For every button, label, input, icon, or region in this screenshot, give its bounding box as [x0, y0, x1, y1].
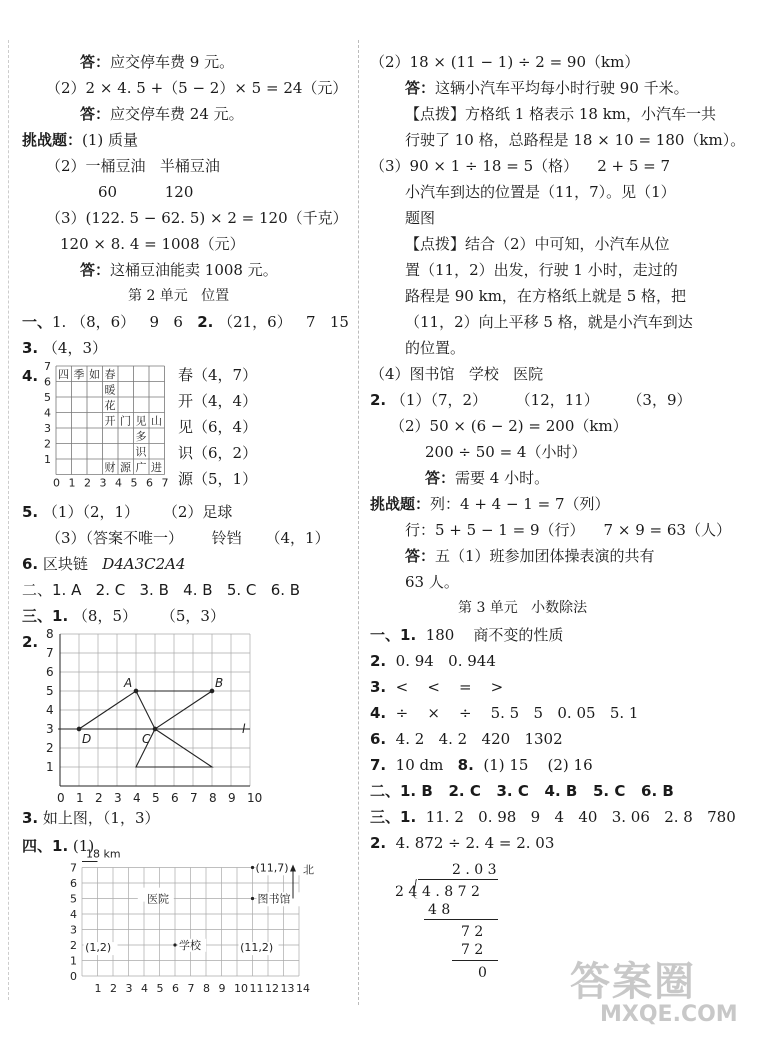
point-dot	[77, 727, 81, 731]
text-line: 4. ÷ × ÷ 5. 5 5 0. 05 5. 1	[370, 704, 639, 722]
text-line: 3. < < = >	[370, 678, 504, 696]
x-tick-label: 6	[171, 791, 179, 805]
text-line: 200 ÷ 50 = 4（小时）	[425, 443, 587, 461]
point-label-b: B	[215, 676, 224, 690]
hint-line: 置（11，2）出发，行驶 1 小时，走过的	[405, 261, 678, 279]
poem-char: 春	[104, 368, 116, 381]
hint-line: 【点拨】方格纸 1 格表示 18 km，小汽车一共	[405, 105, 717, 123]
text-line: 63 人。	[405, 573, 459, 591]
text-line: （2）一桶豆油 半桶豆油	[46, 157, 220, 175]
text-line: 2. （1）（7，2） （12，11） （3，9）	[370, 391, 692, 409]
left-margin-line	[8, 40, 9, 1000]
x-tick-label: 7	[161, 476, 169, 490]
text-line: 60 120	[98, 183, 194, 201]
hint-line: 的位置。	[405, 339, 466, 357]
x-tick-label: 5	[152, 791, 160, 805]
x-tick-label: 3	[114, 791, 122, 805]
y-tick-label: 5	[46, 684, 54, 698]
text-line: 题图	[405, 209, 436, 227]
text-line: 行：5 + 5 − 1 = 9（行） 7 × 9 = 63（人）	[405, 521, 731, 539]
watermark-url: MXQE.COM	[600, 1002, 738, 1027]
x-tick-label: 8	[209, 791, 217, 805]
x-tick-label: 4	[133, 791, 141, 805]
text-line: 一、1. 180 商不变的性质	[370, 626, 564, 644]
x-tick-label: 5	[156, 982, 164, 995]
text-line: 2. 4. 872 ÷ 2. 4 = 2. 03	[370, 834, 555, 852]
poem-answer: 识（6，2）	[178, 444, 258, 462]
x-tick-label: 12	[265, 982, 279, 995]
y-tick-label: 7	[46, 646, 54, 660]
x-tick-label: 9	[218, 982, 226, 995]
x-tick-label: 1	[68, 476, 76, 490]
location-dot	[251, 866, 254, 869]
x-tick-label: 5	[130, 476, 138, 490]
division-bar	[418, 879, 498, 880]
poem-answer: 春（4，7）	[178, 366, 258, 384]
step-line	[452, 960, 498, 961]
answer-line: 答：五（1）班参加团体操表演的共有	[405, 547, 655, 565]
step-line	[424, 919, 498, 920]
text-line: 二、1. B 2. C 3. C 4. B 5. C 6. B	[370, 782, 674, 800]
y-tick-label: 8	[46, 627, 54, 641]
point-label-a: A	[124, 676, 133, 690]
y-tick-label: 4	[70, 908, 77, 921]
point-label: (11,2)	[240, 941, 274, 954]
x-tick-label: 4	[115, 476, 122, 490]
answer-line: 答：这桶豆油能卖 1008 元。	[80, 261, 278, 279]
x-tick-label: 7	[190, 791, 198, 805]
x-tick-label: 9	[228, 791, 236, 805]
poem-answers	[178, 366, 257, 496]
text-line: （2）2 × 4. 5 +（5 − 2）× 5 = 24（元）	[46, 79, 348, 97]
y-tick-label: 6	[46, 665, 54, 679]
x-tick-label: 6	[172, 982, 179, 995]
unit-heading: 第 3 单元 小数除法	[458, 600, 588, 616]
remainder-step: 7 2	[461, 924, 484, 940]
coordinate-graph	[38, 627, 278, 810]
text-line: 3. （4，3）	[22, 339, 107, 357]
x-tick-label: 11	[249, 982, 264, 995]
final-remainder: 0	[478, 965, 487, 981]
text-line: 3. 如上图，（1，3）	[22, 809, 160, 827]
x-tick-label: 10	[234, 982, 248, 995]
y-tick-label: 1	[70, 954, 77, 968]
subtract-step: 4 8	[428, 902, 451, 918]
y-tick-label: 3	[70, 923, 77, 937]
text-line: 三、1. （8，5） （5，3）	[22, 607, 225, 625]
north-label: 北	[303, 863, 314, 877]
challenge-line: 挑战题：列：4 + 4 − 1 = 7（列）	[370, 495, 610, 513]
hospital-label: 医院	[147, 892, 169, 906]
hint-line: 路程是 90 km，在方格纸上就是 5 格，把	[405, 287, 687, 305]
x-tick-label: 1	[94, 982, 102, 995]
text-line: 6. 4. 2 4. 2 420 1302	[370, 730, 563, 748]
text-line: 7. 10 dm 8. (1) 15 (2) 16	[370, 756, 593, 774]
poem-char: 广	[135, 461, 147, 474]
x-tick-label: 3	[125, 982, 133, 995]
subtract-step: 7 2	[461, 942, 484, 958]
text-line: 2.	[22, 633, 39, 651]
location-dot	[173, 943, 176, 946]
poem-char: 花	[104, 399, 116, 412]
map-grid	[68, 847, 330, 1000]
library-label: 图书馆	[257, 892, 291, 906]
answer-line: 答：这辆小汽车平均每小时行驶 90 千米。	[405, 79, 689, 97]
y-tick-label: 2	[70, 939, 77, 952]
poem-char: 门	[120, 414, 131, 428]
x-tick-label: 3	[99, 476, 107, 490]
poem-char: 多	[135, 430, 147, 443]
poem-char: 财	[104, 461, 116, 474]
text-line: 2. 0. 94 0. 944	[370, 652, 496, 670]
x-tick-label: 0	[53, 476, 60, 490]
text-line: 二、1. A 2. C 3. B 4. B 5. C 6. B	[22, 581, 301, 599]
poem-answer: 见（6，4）	[178, 418, 258, 436]
y-tick-label: 6	[44, 375, 51, 389]
point-dot	[210, 689, 214, 693]
y-tick-label: 3	[46, 722, 54, 736]
poem-char: 山	[151, 414, 162, 428]
text-line: 四、1. (1)	[22, 837, 95, 855]
answer-line: 答：应交停车费 24 元。	[80, 105, 244, 123]
poem-answer: 源（5，1）	[178, 470, 258, 488]
x-tick-label: 2	[84, 476, 91, 490]
y-tick-label: 1	[46, 760, 54, 774]
poem-char: 暖	[104, 383, 116, 397]
text-line: 小汽车到达的位置是（11，7）。见（1）	[405, 183, 676, 201]
x-tick-label: 4	[141, 982, 148, 995]
hint-line: 行驶了 10 格，总路程是 18 × 10 = 180（km）。	[405, 131, 746, 149]
text-line: 5. （1）（2，1） （2）足球	[22, 503, 233, 521]
text-line: （3）90 × 1 ÷ 18 = 5（格） 2 + 5 = 7	[370, 157, 671, 175]
y-tick-label: 0	[70, 970, 77, 983]
divisor: 2 4	[395, 884, 418, 900]
y-tick-label: 7	[44, 360, 51, 373]
point-dot	[153, 727, 157, 731]
x-tick-label: 2	[110, 982, 117, 995]
hint-line: （11，2）向上平移 5 格，就是小汽车到达	[405, 313, 693, 331]
y-tick-label: 7	[70, 861, 77, 875]
poem-char: 见	[135, 414, 147, 428]
text-line: 4.	[22, 367, 39, 385]
y-tick-label: 2	[46, 741, 54, 755]
quotient: 2 . 0 3	[452, 862, 497, 878]
x-tick-label: 13	[280, 982, 295, 995]
point-label-d: D	[82, 732, 92, 746]
poem-char: 季	[73, 368, 85, 381]
y-tick-label: 4	[46, 703, 54, 717]
scale-label: 18 km	[86, 847, 121, 861]
hint-line: 【点拨】结合（2）中可知，小汽车从位	[405, 235, 670, 253]
school-label: 学校	[179, 939, 201, 952]
y-tick-label: 1	[44, 453, 51, 466]
y-tick-label: 5	[70, 892, 77, 906]
y-tick-label: 5	[44, 391, 51, 404]
challenge-line: 挑战题：(1) 质量	[22, 131, 139, 149]
text-line: （3）（答案不唯一） 铃铛 （4，1）	[46, 529, 330, 547]
text-line: 6. 区块链 D4A3C2A4	[22, 555, 186, 573]
text-line: 120 × 8. 4 = 1008（元）	[60, 235, 245, 253]
point-label-c: C	[142, 732, 151, 746]
x-tick-label: 14	[296, 982, 310, 995]
poem-char: 四	[58, 368, 69, 381]
line-label-l: l	[242, 722, 246, 736]
y-tick-label: 2	[44, 437, 51, 451]
text-line: （4）图书馆 学校 医院	[370, 365, 544, 383]
poem-char: 开	[104, 414, 116, 428]
text-line: （2）50 × (6 − 2) = 200（km）	[390, 417, 628, 435]
y-tick-label: 4	[44, 406, 51, 420]
x-tick-label: 8	[203, 982, 210, 995]
poem-answer: 开（4，4）	[178, 392, 258, 410]
text-line: 一、1. （8，6） 9 6 2. （21，6） 7 15	[22, 313, 349, 331]
text-line: （2）18 × (11 − 1) ÷ 2 = 90（km）	[370, 53, 640, 71]
poem-char: 如	[89, 368, 100, 381]
answer-line: 答：需要 4 小时。	[425, 469, 550, 487]
poem-char: 进	[151, 461, 162, 474]
x-tick-label: 6	[146, 476, 153, 490]
unit-heading: 第 2 单元 位置	[128, 288, 230, 304]
x-tick-label: 1	[76, 791, 84, 805]
x-tick-label: 7	[187, 982, 195, 995]
point-label: (1,2)	[85, 941, 112, 954]
x-tick-label: 10	[247, 791, 263, 805]
y-tick-label: 3	[44, 422, 51, 435]
x-tick-label: 0	[57, 791, 65, 805]
point-label: (11,7)	[255, 861, 289, 875]
watermark-logo: 答案圈	[570, 959, 696, 1005]
y-tick-label: 6	[70, 877, 77, 890]
point-dot	[134, 689, 138, 693]
dividend: 4 . 8 7 2	[422, 884, 480, 900]
x-tick-label: 2	[95, 791, 103, 805]
location-dot	[251, 897, 254, 900]
column-divider	[358, 40, 359, 1005]
poem-char: 源	[120, 461, 131, 474]
text-line: （3）(122. 5 − 62. 5) × 2 = 120（千克）	[46, 209, 348, 227]
poem-grid	[40, 362, 170, 492]
poem-char: 识	[135, 445, 147, 459]
text-line: 三、1. 11. 2 0. 98 9 4 40 3. 06 2. 8 780	[370, 808, 736, 826]
answer-line: 答：应交停车费 9 元。	[80, 53, 235, 71]
